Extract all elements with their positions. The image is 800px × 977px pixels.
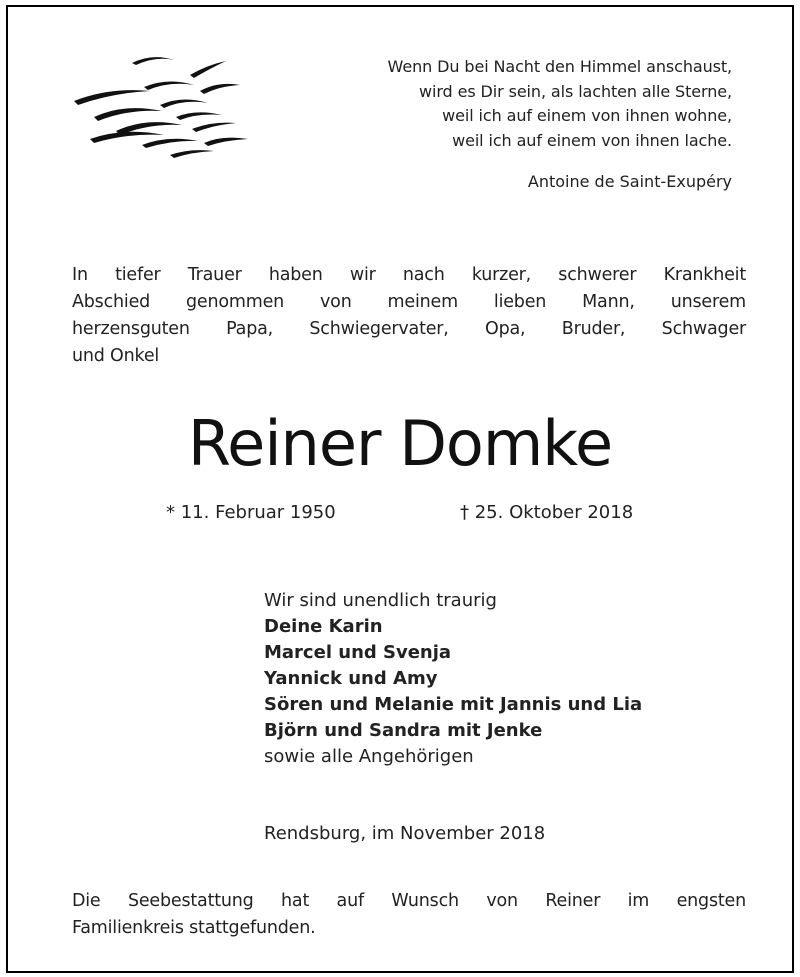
intro-line: In tiefer Trauer haben wir nach kurzer, schwerer Krankheit: [72, 265, 746, 285]
intro-line: Abschied genommen von meinem lieben Mann, unserem: [72, 292, 746, 312]
birth-date: * 11. Februar 1950: [166, 502, 336, 523]
deceased-name: Reiner Domke: [187, 407, 613, 480]
quote-line: weil ich auf einem von ihnen lache.: [452, 130, 732, 150]
intro-line: und Onkel: [72, 346, 160, 366]
death-date: † 25. Oktober 2018: [460, 502, 634, 523]
mourner-name: Deine Karin: [264, 616, 383, 637]
quote-block: [262, 55, 732, 153]
funeral-note: [72, 888, 746, 942]
quote-line: wird es Dir sein, als lachten alle Sterne,: [419, 81, 732, 101]
obituary-notice: [6, 5, 794, 973]
quote-line: Wenn Du bei Nacht den Himmel anschaust,: [387, 57, 732, 76]
funeral-line: Familienkreis stattgefunden.: [72, 918, 316, 938]
place-date: Rendsburg, im November 2018: [264, 823, 546, 844]
intro-paragraph: [72, 262, 746, 370]
funeral-line: Die Seebestattung hat auf Wunsch von Reiner im engsten: [72, 891, 746, 911]
quote-line: weil ich auf einem von ihnen wohne,: [442, 106, 732, 125]
mourners-intro: Wir sind unendlich traurig: [264, 590, 497, 611]
mourner-name: Yannick und Amy: [264, 668, 438, 689]
birds-flock-icon: [72, 51, 254, 166]
mourner-name: Sören und Melanie mit Jannis und Lia: [264, 694, 643, 715]
mourner-name: Björn und Sandra mit Jenke: [264, 720, 543, 741]
mourner-name: Marcel und Svenja: [264, 642, 452, 663]
mourners-list: [264, 588, 642, 770]
intro-line: herzensguten Papa, Schwiegervater, Opa, Bruder, Schwager: [72, 319, 746, 339]
mourners-outro: sowie alle Angehörigen: [264, 746, 474, 767]
quote-author: Antoine de Saint-Exupéry: [527, 172, 732, 191]
